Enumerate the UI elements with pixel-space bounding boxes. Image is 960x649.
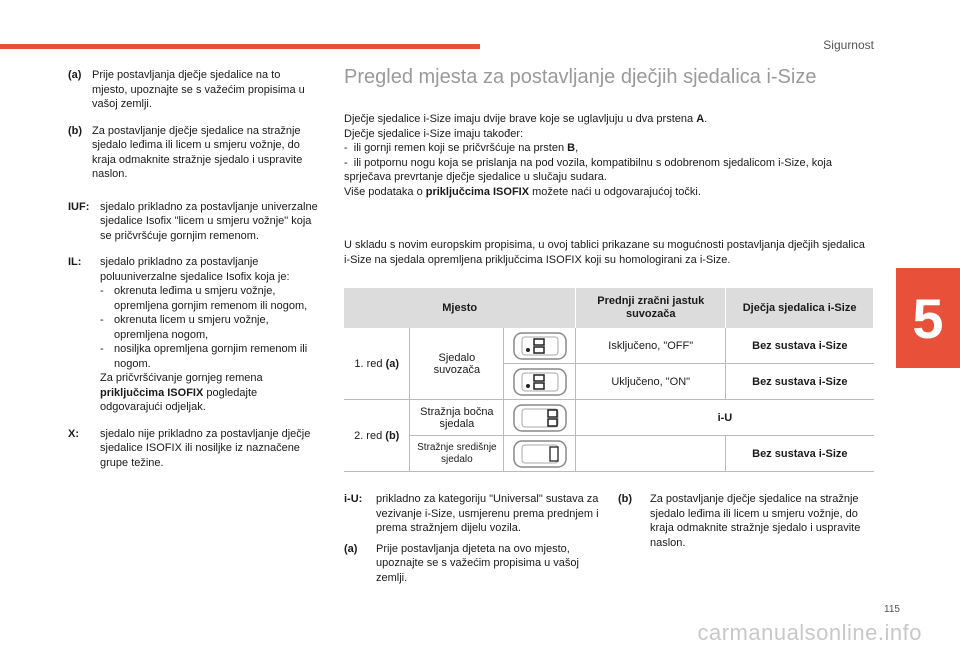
page-title: Pregled mjesta za postavljanje dječjih sjedalica i-Size	[344, 66, 817, 88]
table-row	[344, 400, 874, 436]
intro-text: Dječje sjedalice i-Size imaju dvije brave koje se uglavljuju u dva prstena A. Dječje sjedalice i-Size imaju također: - ili gornji remen koji se pričvršćuje na prsten B, - ili potpornu nogu koja se prislanja na pod vozila, kompatibilnu s odobrenom sjedalicom i-Size, koja sprječava prevrtanje dječje sjedalice u slučaju sudara. Više podataka o priključcima ISOFIX možete naći u odgovarajućoj točki.	[344, 113, 832, 198]
regulation-text: U skladu s novim europskim propisima, u ovoj tablici prikazane su mogućnosti postavljanja dječjih sjedalica i-Size na sjedala opremljena priključcima ISOFIX koji su homologirani za i-Size.	[344, 239, 865, 266]
isize-table	[344, 288, 874, 472]
footnote-b: (b) Za postavljanje dječje sjedalice na stražnje sjedalo leđima ili licem u smjeru vožnje, do kraja odmaknite stražnje sjedalo i uspravite naslon.	[618, 493, 861, 549]
watermark: carmanualsonline.info	[697, 620, 922, 645]
header-airbag: Prednji zračni jastuk suvozača	[576, 288, 726, 328]
il-item: - nosiljka opremljena gornjim remenom ili nogom.	[100, 343, 308, 370]
row-label-2: 2. red (b)	[344, 400, 410, 472]
car-seat-icon	[512, 366, 568, 398]
car-seat-icon	[512, 402, 568, 434]
table-header-row	[344, 288, 874, 328]
footnote-a: (a) Prije postavljanja djeteta na ovo mjesto, upoznajte se s važećim propisima u vašoj zemlji.	[344, 542, 579, 584]
table-row	[344, 436, 874, 472]
header-isize: Dječja sjedalica i-Size	[726, 288, 874, 328]
seat-name: Stražnje središnje sjedalo	[410, 436, 504, 472]
note-b: (b) Za postavljanje dječje sjedalice na stražnje sjedalo leđima ili licem u smjeru vožnje, do kraja odmaknite stražnje sjedalo i uspravite naslon.	[68, 124, 303, 180]
il-note: Za pričvršćivanje gornjeg remena priključcima ISOFIX pogledajte odgovarajući odjeljak.	[100, 372, 263, 413]
table-row	[344, 328, 874, 364]
footnotes-right	[618, 492, 874, 562]
seat-name: Sjedalo suvozača	[410, 328, 504, 400]
isize-value: i-U	[576, 400, 874, 436]
isize-value: Bez sustava i-Size	[726, 436, 874, 472]
section-title: Sigurnost	[823, 38, 874, 52]
top-accent-bar	[0, 44, 480, 49]
row-label-1: 1. red (a)	[344, 328, 410, 400]
legend-iuf: IUF: sjedalo prikladno za postavljanje univerzalne sjedalice Isofix "licem u smjeru vožnje" koja se pričvršćuje gornjim remenom.	[68, 200, 318, 242]
airbag-off: Isključeno, "OFF"	[576, 328, 726, 364]
isize-value: Bez sustava i-Size	[726, 328, 874, 364]
chapter-tab: 5	[896, 268, 960, 368]
page-number: 115	[884, 604, 900, 615]
left-column	[68, 68, 318, 482]
footnotes-left	[344, 492, 604, 597]
car-seat-icon	[512, 330, 568, 362]
airbag-on: Uključeno, "ON"	[576, 364, 726, 400]
header-place: Mjesto	[344, 288, 576, 328]
note-a: (a) Prije postavljanja dječje sjedalice na to mjesto, upoznajte se s važećim propisima u vašoj zemlji.	[68, 69, 305, 110]
footnote-iu: i-U: prikladno za kategoriju "Universal" sustava za vezivanje i-Size, usmjerenu prema prednjem i prema stražnjem dijelu vozila.	[344, 493, 599, 534]
car-seat-icon	[512, 438, 568, 470]
isize-value: Bez sustava i-Size	[726, 364, 874, 400]
seat-name: Stražnja bočna sjedala	[410, 400, 504, 436]
il-item: - okrenuta leđima u smjeru vožnje, opremljena gornjim remenom ili nogom,	[100, 285, 308, 312]
legend-x: X: sjedalo nije prikladno za postavljanje dječje sjedalice ISOFIX ili nosiljke iz naznačene grupe težine.	[68, 427, 311, 469]
legend-il: IL: sjedalo prikladno za postavljanje poluuniverzalne sjedalice Isofix koja je: - okrenuta leđima u smjeru vožnje, opremljena gornjim remenom ili nogom, - okrenuta licem u smjeru vožnje, opremljena nogom, - nosiljka opremljena gornjim remenom ili nogom. Za pričvršćivanje gornjeg remena priključcima ISOFIX pogledajte odgovarajući odjeljak.	[68, 255, 318, 415]
il-item: - okrenuta licem u smjeru vožnje, opremljena nogom,	[100, 314, 269, 341]
